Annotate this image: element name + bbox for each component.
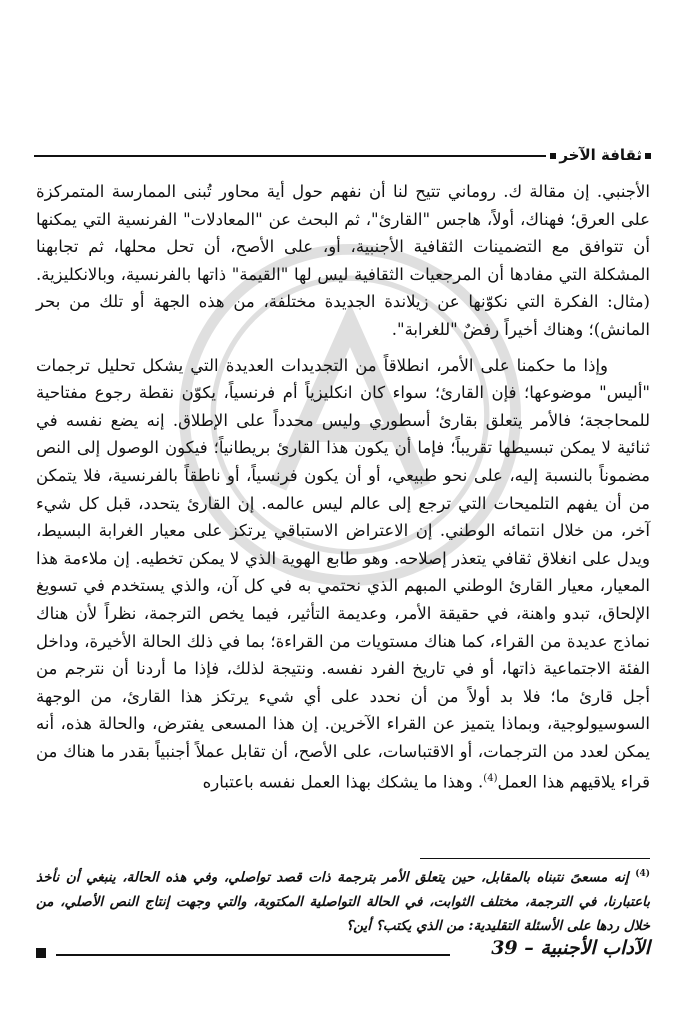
footnote-marker[interactable]: (4) (483, 773, 498, 785)
footer-rule (56, 954, 450, 956)
paragraph-2-text: وإذا ما حكمنا على الأمر، انطلاقاً من التجديدات العديدة التي يشكل تحليل ترجمات "أليس" موضوعها؛ فإن القارئ؛ سواء كان انكليزياً أم فرنسياً، يكوّن نقطة رجوع مفتاحية للمحاججة؛ فالأمر يتعلق بقارئ أسطوري وليس محدداً على الإطلاق. إنه يضع نفسه في ثنائية لا يمكن تبسيطها تقريباً؛ فإما أن يكون هذا القارئ بريطانياً؛ فيكون الوصول إلى النص مضموناً بالنسبة إليه، على نحو طبيعي، أو أن يكون فرنسياً، أو ناطقاً بالفرنسية، فلا يتمكن من أن يفهم التلميحات التي ترجع إلى عالم ليس عالمه. إن القارئ يتحدد، قبل كل شيء آخر، من خلال انتمائه الوطني. إن الاعتراض الاستباقي يرتكز على معيار الغرابة البسيط، ويدل على انغلاق ثقافي يتعذر إصلاحه. وهو طابع الهوية الذي لا يمكن تخطيه. إن ملاءمة هذا المعيار، معيار القارئ الوطني المبهم الذي نحتمي به في كل آن، والذي يستخدم في تسويغ الإلحاق، تبدو واهنة، في حقيقة الأمر، وعديمة التأثير، فيما يخص الترجمة، نظراً لأن هناك نماذج عديدة من القراء، كما هناك مستويات من القراءة؛ بما في ذلك الحالة الأخيرة، وداخل الفئة الاجتماعية ذاتها، أو في تاريخ الفرد نفسه. ونتيجة لذلك، فإذا ما أردنا أن نترجم من أجل قارئ ما؛ فلا بد أولاً من أن نحدد على أي شيء يرتكز هذا القارئ، من الوجهة السوسيولوجية، وبماذا يتميز عن القراء الآخرين. إن هذا المسعى يفترض، والحالة هذه، أنه يمكن لعدد من الترجمات، أو الاقتباسات، على الأصح، أن تقابل عملاً أجنبياً بقدر ما هناك من قراء يلاقيهم هذا العمل (36, 355, 650, 792)
square-bullet-icon (645, 153, 651, 159)
header-title-text: ثقافة الآخر (559, 146, 642, 164)
footnote-number: (4) (635, 869, 650, 879)
footnote (36, 862, 650, 938)
square-bullet-icon (36, 948, 46, 958)
paragraph-2: وإذا ما حكمنا على الأمر، انطلاقاً من التجديدات العديدة التي يشكل تحليل ترجمات "أليس" موضوعها؛ فإن القارئ؛ سواء كان انكليزياً أم فرنسياً، يكوّن نقطة رجوع مفتاحية للمحاججة؛ فالأمر يتعلق بقارئ أسطوري وليس محدداً على الإطلاق. إنه يضع نفسه في ثنائية لا يمكن تبسيطها تقريباً؛ فإما أن يكون هذا القارئ بريطانياً؛ فيكون الوصول إلى النص مضموناً بالنسبة إليه، على نحو طبيعي، أو أن يكون فرنسياً، أو ناطقاً بالفرنسية، فلا يتمكن من أن يفهم التلميحات التي ترجع إلى عالم ليس عالمه. إن القارئ يتحدد، قبل كل شيء آخر، من خلال انتمائه الوطني. إن الاعتراض الاستباقي يرتكز على معيار الغرابة البسيط، ويدل على انغلاق ثقافي يتعذر إصلاحه. وهو طابع الهوية الذي لا يمكن تخطيه. إن ملاءمة هذا المعيار، معيار القارئ الوطني المبهم الذي نحتمي به في كل آن، والذي يستخدم في تسويغ الإلحاق، تبدو واهنة، في حقيقة الأمر، وعديمة التأثير، فيما يخص الترجمة، نظراً لأن هناك نماذج عديدة من القراء، كما هناك مستويات من القراءة؛ بما في ذلك الحالة الأخيرة، وداخل الفئة الاجتماعية ذاتها، أو في تاريخ الفرد نفسه. ونتيجة لذلك، فإذا ما أردنا أن نترجم من أجل قارئ ما؛ فلا بد أولاً من أن نحدد على أي شيء يرتكز هذا القارئ، من الوجهة السوسيولوجية، وبماذا يتميز عن القراء الآخرين. إن هذا المسعى يفترض، والحالة هذه، أنه يمكن لعدد من الترجمات، أو الاقتباسات، على الأصح، أن تقابل عملاً أجنبياً بقدر ما هناك من قراء يلاقيهم هذا العمل$^{(4)}$. وهذا ما يشكك بهذا العمل نفسه باعتباره (36, 355, 650, 792)
footer-label: الآداب الأجنبية – 39 (491, 937, 650, 959)
square-bullet-icon (550, 153, 556, 159)
main-text (36, 178, 650, 797)
footnote-text: إنه مسعىً نتبناه بالمقابل، حين يتعلق الأمر بترجمة ذات قصد تواصلي، وفي هذه الحالة، ينبغي أن نأخذ باعتبارنا، في الترجمة، مختلف الثوابت، في الحالة التواصلية المكتوبة، والتي وجهت إنتاج النص الأصلي، من خلال ردها على الأسئلة التقليدية: من الذي يكتب؟ أين؟ (36, 869, 650, 934)
paragraph-1: الأجنبي. إن مقالة ك. روماني تتيح لنا أن نفهم حول أية محاور تُبنى الممارسة المتمركزة على العرق؛ فهناك، أولاً، هاجس "القارئ"، ثم البحث عن "المعادلات" الفرنسية التي يمكنها أن تتوافق مع التضمينات الثقافية الأجنبية، أو، على الأصح، أن تحل محلها، ثم تجابهنا المشكلة التي مفادها أن المرجعيات الثقافية ليس لها "القيمة" ذاتها بالفرنسية، وبالانكليزية. (مثال: الفكرة التي نكوّنها عن زيلاندة الجديدة مختلفة، من هذه الجهة أو تلك من بحر المانش)؛ وهناك أخيراً رفضٌ "للغرابة". (36, 182, 650, 339)
running-header (34, 140, 654, 174)
footnote-separator (420, 858, 650, 859)
header-title (547, 146, 654, 164)
header-rule (34, 155, 546, 157)
page-footer (36, 937, 650, 967)
paragraph-2-continued: وهذا ما يشكك بهذا العمل نفسه باعتباره (202, 772, 473, 792)
